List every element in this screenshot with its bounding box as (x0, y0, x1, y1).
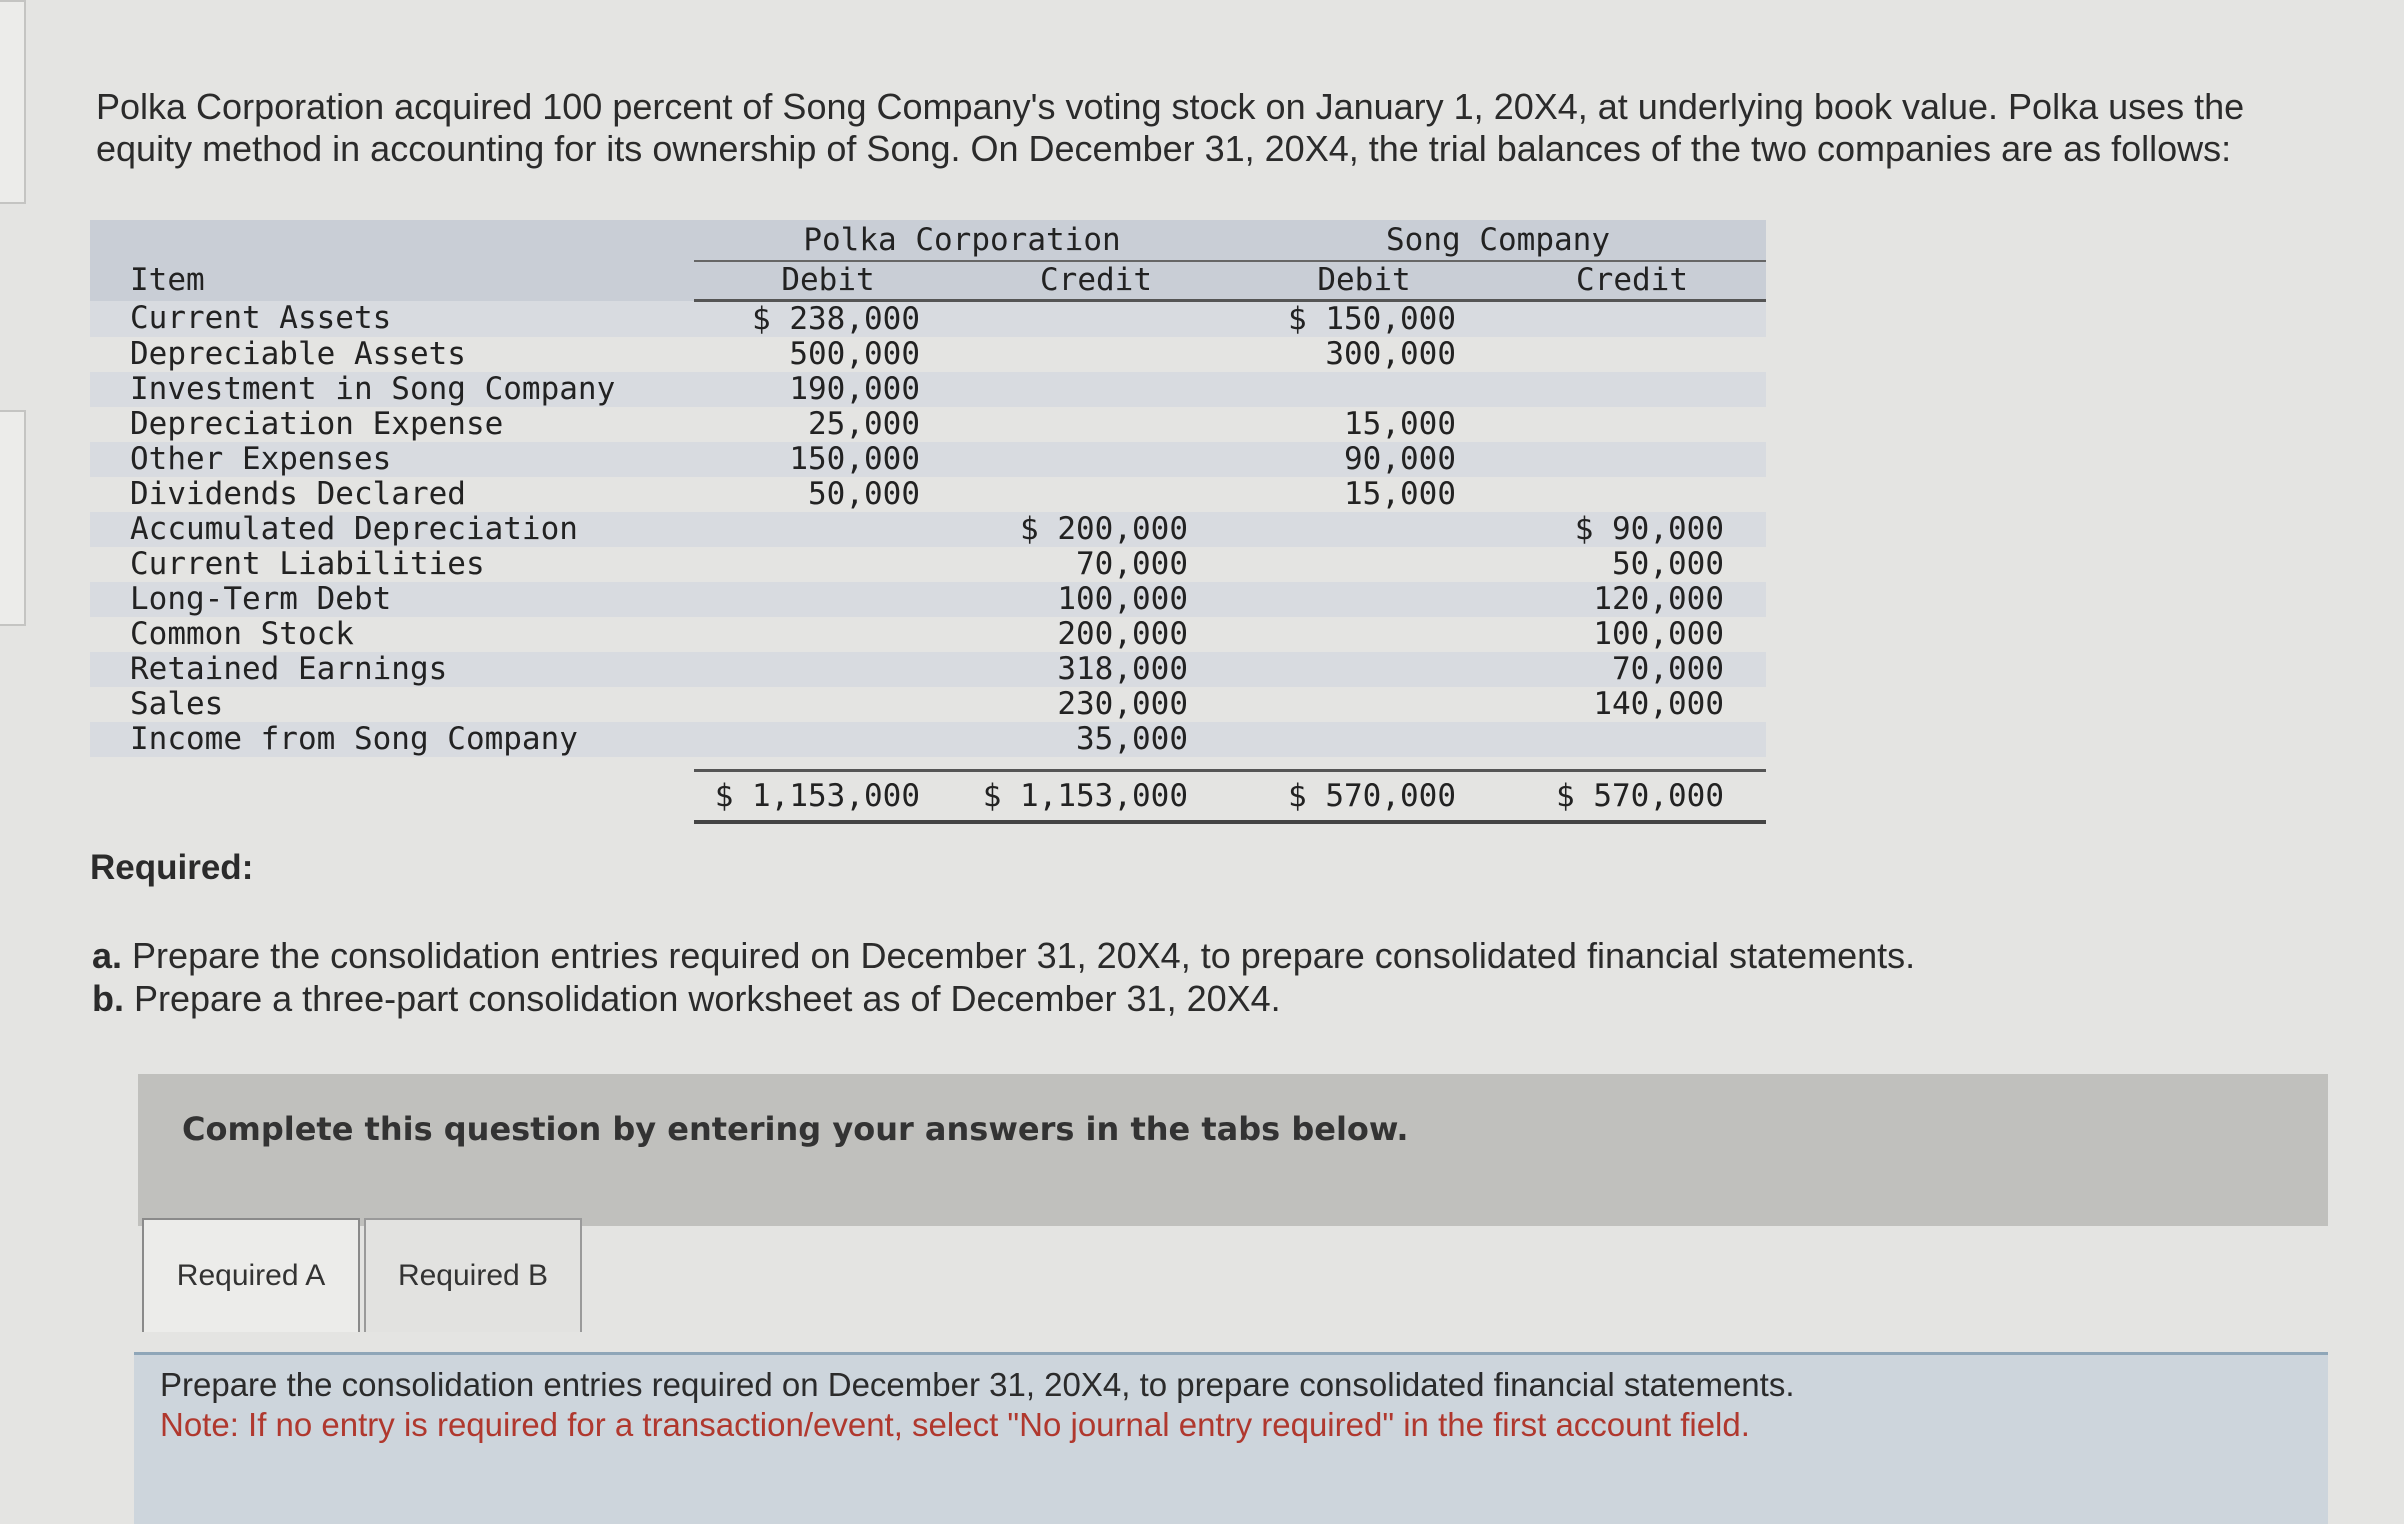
row-item: Other Expenses (90, 442, 694, 477)
polka-credit-header: Credit (962, 261, 1230, 301)
polka-credit-cell (962, 407, 1230, 442)
polka-credit-cell: 200,000 (1057, 616, 1188, 652)
row-item: Accumulated Depreciation (90, 512, 694, 547)
requirement-a-label: a. (92, 935, 123, 976)
table-row (90, 442, 1766, 477)
item-header: Item (90, 261, 694, 301)
polka-credit-cell (962, 301, 1230, 338)
row-item: Investment in Song Company (90, 372, 694, 407)
polka-debit-cell: 190,000 (694, 372, 962, 407)
requirement-b-label: b. (92, 978, 124, 1019)
table-row (90, 652, 1766, 687)
song-debit-cell (1230, 512, 1498, 547)
polka-credit-cell: 318,000 (962, 652, 1230, 687)
polka-credit-cell (962, 442, 1230, 477)
polka-debit-cell: 25,000 (808, 406, 920, 442)
song-credit-cell (1498, 477, 1766, 512)
song-debit-cell: 15,000 (1344, 476, 1456, 512)
trial-balance-table (90, 220, 1766, 824)
table-row (90, 477, 1766, 512)
trial-balance (90, 220, 1766, 814)
answer-tabs (142, 1218, 582, 1332)
song-debit-cell (1230, 722, 1498, 757)
song-credit-cell (1498, 372, 1766, 407)
totals-row (90, 771, 1766, 823)
polka-credit-cell: 70,000 (1076, 546, 1188, 582)
row-item: Current Liabilities (130, 546, 485, 582)
polka-credit-cell (962, 372, 1230, 407)
row-item: Dividends Declared (130, 476, 466, 512)
requirement-b-text: Prepare a three-part consolidation worksheet as of December 31, 20X4. (134, 978, 1281, 1019)
table-row (90, 407, 1766, 442)
song-credit-cell (1498, 337, 1766, 372)
polka-debit-cell: 50,000 (808, 476, 920, 512)
table-row (90, 687, 1766, 722)
song-debit-cell: 300,000 (1325, 336, 1456, 372)
row-item: Depreciable Assets (130, 336, 466, 372)
song-credit-cell: 140,000 (1593, 686, 1724, 722)
polka-credit-cell (962, 337, 1230, 372)
polka-debit-cell: $ 238,000 (694, 301, 962, 338)
polka-debit-cell: 150,000 (694, 442, 962, 477)
complete-prompt-text: Complete this question by entering your answers in the tabs below. (182, 1110, 1409, 1148)
song-debit-cell: 90,000 (1230, 442, 1498, 477)
song-credit-cell: 50,000 (1612, 546, 1724, 582)
song-credit-cell: 70,000 (1498, 652, 1766, 687)
requirement-b (92, 977, 1915, 1020)
edge-mark (0, 410, 26, 626)
required-heading: Required: (90, 848, 254, 887)
tab-panel-required-a (134, 1352, 2328, 1524)
group-header-polka: Polka Corporation (694, 220, 1230, 261)
problem-intro: Polka Corporation acquired 100 percent of Song Company's voting stock on January 1, 20X4, at underlying book value. Polka uses the equity method in accounting for its ownership of Song. On December 31, 20X4, the trial balances of the two companies are as follows: (96, 86, 2245, 169)
complete-prompt-banner (138, 1074, 2328, 1226)
panel-note: Note: If no entry is required for a transaction/event, select "No journal entry required" in the first account field. (160, 1406, 1750, 1443)
polka-credit-cell: 35,000 (962, 722, 1230, 757)
row-item: Current Assets (90, 301, 694, 338)
song-credit-cell (1498, 722, 1766, 757)
song-debit-cell (1230, 617, 1498, 652)
table-row (90, 337, 1766, 372)
song-debit-cell: 15,000 (1344, 406, 1456, 442)
polka-credit-total: $ 1,153,000 (962, 771, 1230, 823)
requirement-a-text: Prepare the consolidation entries required on December 31, 20X4, to prepare consolidated financial statements. (132, 935, 1916, 976)
song-debit-total: $ 570,000 (1230, 771, 1498, 823)
song-credit-total: $ 570,000 (1498, 771, 1766, 823)
song-credit-cell (1498, 442, 1766, 477)
song-credit-cell: $ 90,000 (1498, 512, 1766, 547)
table-row (90, 512, 1766, 547)
panel-instruction: Prepare the consolidation entries required on December 31, 20X4, to prepare consolidated financial statements. (160, 1366, 1795, 1403)
table-row (90, 722, 1766, 757)
polka-credit-cell: 100,000 (962, 582, 1230, 617)
song-debit-cell (1230, 652, 1498, 687)
edge-mark (0, 0, 26, 204)
polka-debit-cell: 500,000 (789, 336, 920, 372)
tab-required-a[interactable]: Required A (142, 1218, 360, 1332)
polka-credit-cell: 230,000 (1057, 686, 1188, 722)
song-debit-cell: $ 150,000 (1230, 301, 1498, 338)
polka-debit-header: Debit (694, 261, 962, 301)
song-debit-header: Debit (1230, 261, 1498, 301)
song-credit-header: Credit (1498, 261, 1766, 301)
row-item: Sales (130, 686, 224, 722)
table-row (90, 547, 1766, 582)
song-credit-cell (1498, 301, 1766, 338)
song-credit-cell (1498, 407, 1766, 442)
polka-debit-cell (694, 652, 962, 687)
table-row (90, 617, 1766, 652)
requirement-a (92, 934, 1915, 977)
polka-debit-cell (694, 687, 962, 722)
row-item: Common Stock (130, 616, 354, 652)
row-item: Income from Song Company (90, 722, 694, 757)
table-row (90, 301, 1766, 338)
polka-debit-cell (694, 547, 962, 582)
song-debit-cell (1230, 547, 1498, 582)
song-debit-cell (1230, 687, 1498, 722)
polka-debit-total: $ 1,153,000 (694, 771, 962, 823)
group-header-song: Song Company (1230, 220, 1766, 261)
row-item: Depreciation Expense (130, 406, 504, 442)
table-row (90, 582, 1766, 617)
polka-debit-cell (694, 512, 962, 547)
polka-credit-cell: $ 200,000 (962, 512, 1230, 547)
song-credit-cell: 100,000 (1593, 616, 1724, 652)
row-item: Long-Term Debt (90, 582, 694, 617)
row-item: Retained Earnings (90, 652, 694, 687)
polka-debit-cell (694, 722, 962, 757)
tab-required-b[interactable]: Required B (364, 1218, 582, 1332)
song-debit-cell (1230, 372, 1498, 407)
header-sub-row (90, 261, 1766, 301)
polka-credit-cell (962, 477, 1230, 512)
table-row (90, 372, 1766, 407)
song-debit-cell (1230, 582, 1498, 617)
polka-debit-cell (694, 582, 962, 617)
header-group-row (90, 220, 1766, 261)
requirements-list (92, 934, 1915, 1020)
song-credit-cell: 120,000 (1498, 582, 1766, 617)
polka-debit-cell (694, 617, 962, 652)
